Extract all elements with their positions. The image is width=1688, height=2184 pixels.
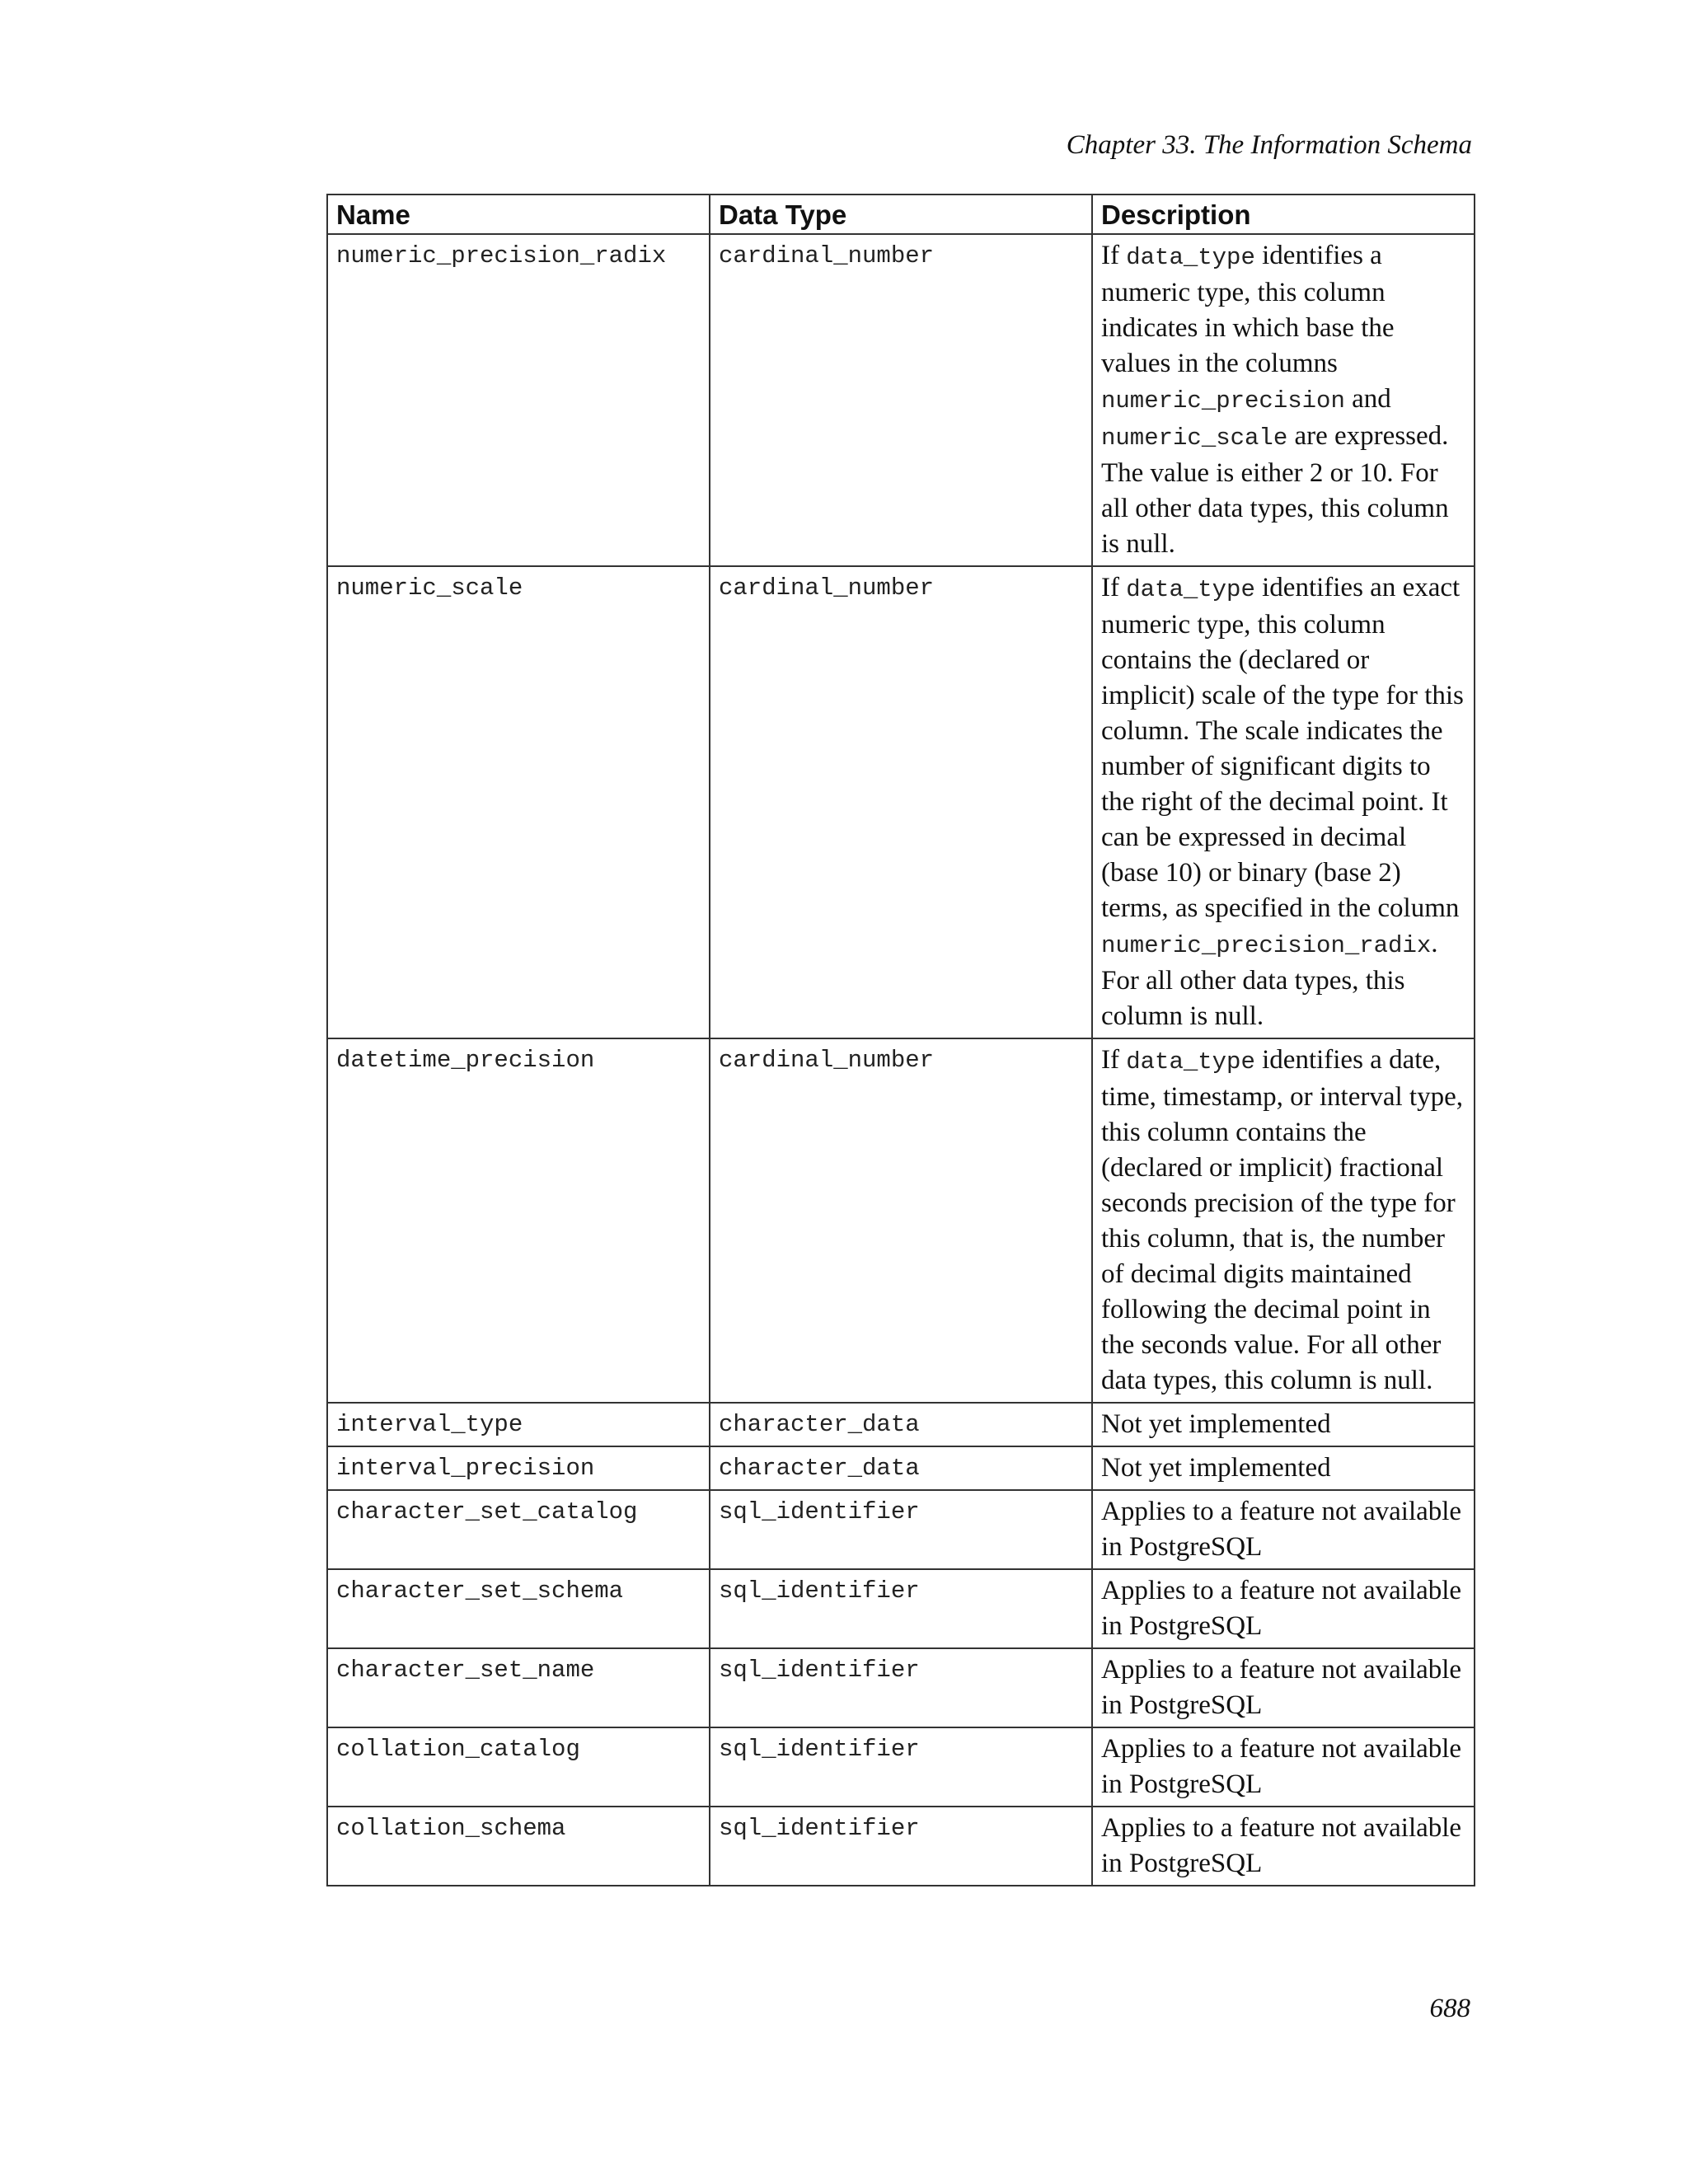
description-text: . For all other data types, this column is null. <box>1101 929 1438 1031</box>
cell-description <box>1092 1038 1475 1403</box>
cell-data-type: sql_identifier <box>710 1648 1092 1727</box>
description-text: If <box>1101 241 1127 270</box>
table-row <box>327 234 1475 566</box>
cell-name: character_set_catalog <box>327 1490 710 1569</box>
inline-code: numeric_precision_radix <box>1101 932 1432 959</box>
cell-data-type: cardinal_number <box>710 1038 1092 1403</box>
cell-name: interval_type <box>327 1403 710 1446</box>
cell-description: Applies to a feature not available in PostgreSQL <box>1092 1807 1475 1886</box>
table-row <box>327 1403 1475 1446</box>
cell-name: character_set_name <box>327 1648 710 1727</box>
inline-code: numeric_precision <box>1101 387 1345 415</box>
description-text: If <box>1101 573 1127 602</box>
page-number: 688 <box>1429 1994 1470 2023</box>
cell-name: numeric_scale <box>327 566 710 1038</box>
cell-data-type: character_data <box>710 1403 1092 1446</box>
column-header-description: Description <box>1092 194 1475 234</box>
column-header-name: Name <box>327 194 710 234</box>
cell-data-type: sql_identifier <box>710 1569 1092 1648</box>
cell-description <box>1092 234 1475 566</box>
description-text: and <box>1344 384 1391 414</box>
table-row <box>327 1807 1475 1886</box>
cell-data-type: sql_identifier <box>710 1727 1092 1807</box>
table-row <box>327 1727 1475 1807</box>
cell-description: Not yet implemented <box>1092 1403 1475 1446</box>
cell-description: Not yet implemented <box>1092 1446 1475 1490</box>
cell-name: numeric_precision_radix <box>327 234 710 566</box>
table-row <box>327 1648 1475 1727</box>
cell-data-type: character_data <box>710 1446 1092 1490</box>
cell-name: datetime_precision <box>327 1038 710 1403</box>
column-header-data-type: Data Type <box>710 194 1092 234</box>
table-row <box>327 1569 1475 1648</box>
description-text: identifies an exact numeric type, this column contains the (declared or implicit) scale of the type for this column. The scale indicates the number of significant digits to the right of the decimal point. It can be expressed in decimal (base 10) or binary (base 2) terms, as specified in the column <box>1101 573 1464 923</box>
cell-name: interval_precision <box>327 1446 710 1490</box>
running-header: Chapter 33. The Information Schema <box>1066 130 1472 160</box>
inline-code: data_type <box>1126 1048 1255 1076</box>
columns-table <box>326 194 1475 1886</box>
cell-description: Applies to a feature not available in PostgreSQL <box>1092 1490 1475 1569</box>
cell-description: Applies to a feature not available in PostgreSQL <box>1092 1648 1475 1727</box>
cell-data-type: cardinal_number <box>710 234 1092 566</box>
description-text: identifies a numeric type, this column indicates in which base the values in the columns <box>1101 241 1395 378</box>
cell-data-type: sql_identifier <box>710 1490 1092 1569</box>
inline-code: data_type <box>1126 244 1255 271</box>
cell-name: collation_schema <box>327 1807 710 1886</box>
cell-description: Applies to a feature not available in PostgreSQL <box>1092 1569 1475 1648</box>
cell-name: collation_catalog <box>327 1727 710 1807</box>
table-row <box>327 1038 1475 1403</box>
table-row <box>327 566 1475 1038</box>
description-text: If <box>1101 1045 1127 1075</box>
inline-code: data_type <box>1126 576 1255 603</box>
table-header-row <box>327 194 1475 234</box>
inline-code: numeric_scale <box>1101 424 1288 452</box>
table-row <box>327 1446 1475 1490</box>
cell-data-type: cardinal_number <box>710 566 1092 1038</box>
description-text: are expressed. The value is either 2 or 10. For all other data types, this column is null. <box>1101 421 1449 559</box>
cell-data-type: sql_identifier <box>710 1807 1092 1886</box>
cell-description: Applies to a feature not available in PostgreSQL <box>1092 1727 1475 1807</box>
description-text: identifies a date, time, timestamp, or interval type, this column contains the (declared or implicit) fractional seconds precision of the type for this column, that is, the number of decimal digits maintained following the decimal point in the seconds value. For all other data types, this column is null. <box>1101 1045 1463 1395</box>
cell-name: character_set_schema <box>327 1569 710 1648</box>
cell-description <box>1092 566 1475 1038</box>
table-row <box>327 1490 1475 1569</box>
